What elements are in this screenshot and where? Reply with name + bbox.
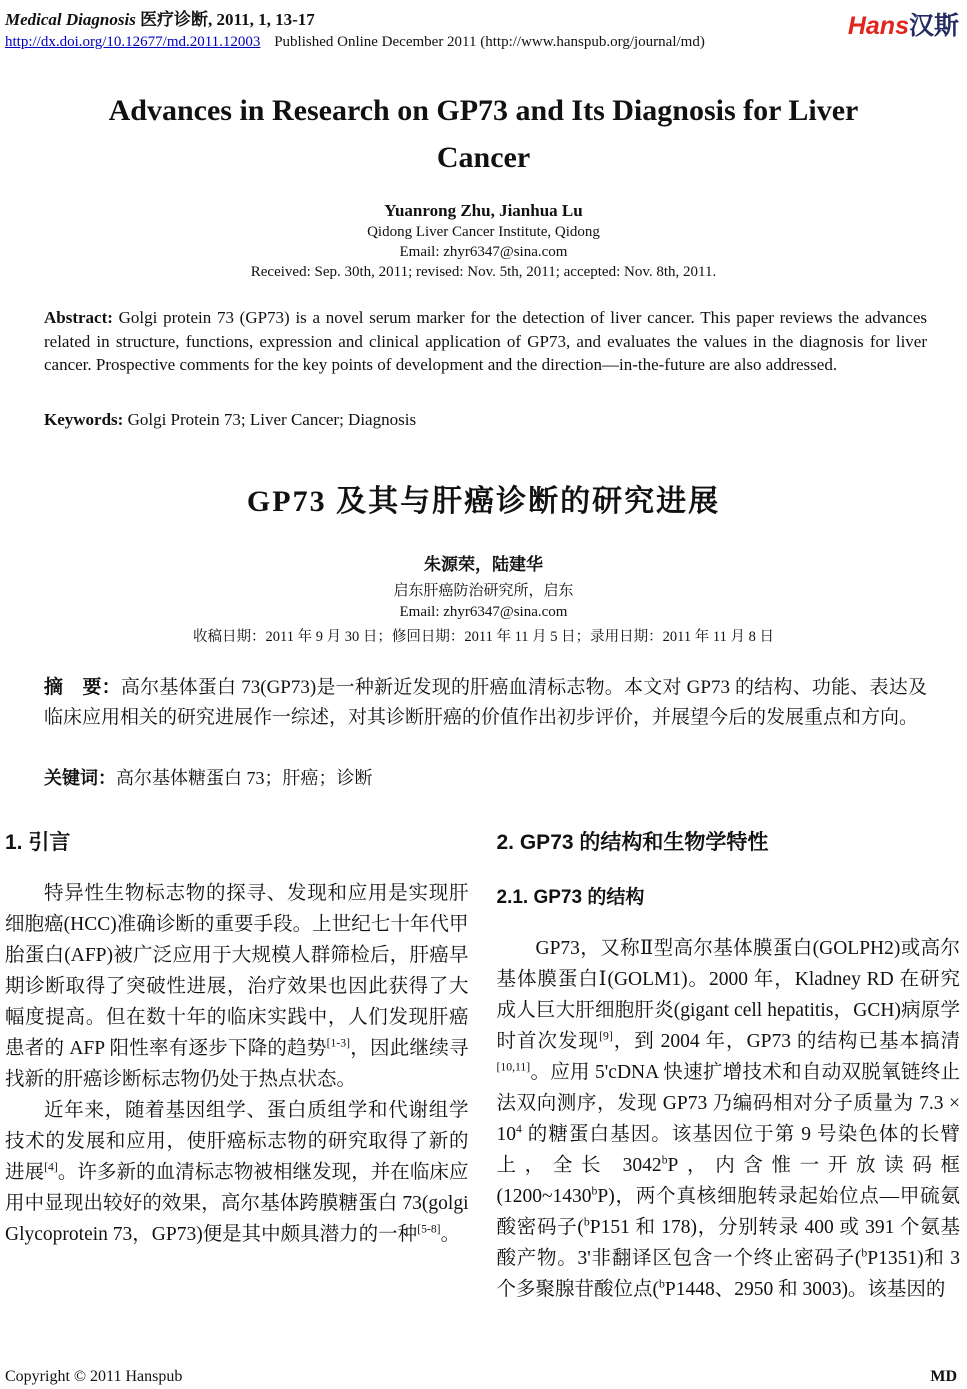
hanspub-logo-cn: 汉斯	[908, 12, 959, 40]
journal-info	[5, 5, 705, 51]
keywords-en-label: Keywords:	[44, 409, 124, 429]
dates-cn: 收稿日期：2011 年 9 月 30 日；修回日期：2011 年 11 月 5 日；录用日期：2011 年 11 月 8 日	[193, 628, 774, 645]
paper-title-en: Advances in Research on GP73 and Its Diagnosis for Liver Cancer	[108, 94, 859, 174]
copyright-notice: Copyright © 2011 Hanspub	[5, 1368, 183, 1385]
dates-en: Received: Sep. 30th, 2011; revised: Nov. 5th, 2011; accepted: Nov. 8th, 2011.	[250, 264, 717, 280]
page-header	[0, 0, 967, 51]
section-1-heading: 1. 引言	[5, 830, 71, 854]
journal-title-rest: 医疗诊断, 2011, 1, 13-17	[140, 10, 315, 29]
authors-en: Yuanrong Zhu, Jianhua Lu	[384, 201, 583, 220]
abstract-en	[44, 306, 927, 377]
authors-block-en	[0, 201, 967, 281]
keywords-cn-text: 高尔基体糖蛋白 73；肝癌；诊断	[116, 767, 373, 788]
email-cn: Email: zhyr6347@sina.com	[399, 603, 568, 620]
published-note: Published Online December 2011 (http://www.hanspub.org/journal/md)	[274, 34, 705, 50]
journal-title-en: Medical Diagnosis	[5, 10, 136, 29]
section-2-1-heading: 2.1. GP73 的结构	[496, 886, 645, 908]
section-1-paragraph-1: 特异性生物标志物的探寻、发现和应用是实现肝细胞癌(HCC)准确诊断的重要手段。上世纪七十年代甲胎蛋白(AFP)被广泛应用于大规模人群筛检后，肝癌早期诊断取得了突破性进展，治疗效果也因此获得了大幅度提高。但在数十年的临床实践中，人们发现肝癌患者的 AFP 阳性率有逐步下降的趋势[1-3]，因此继续寻找新的肝癌诊断标志物仍处于热点状态。	[5, 882, 469, 1090]
keywords-en	[44, 410, 927, 430]
doi-link[interactable]: http://dx.doi.org/10.12677/md.2011.12003	[5, 34, 261, 50]
section-1-paragraph-2: 近年来，随着基因组学、蛋白质组学和代谢组学技术的发展和应用，使肝癌标志物的研究取得了新的进展[4]。许多新的血清标志物被相继发现，并在临床应用中显现出较好的效果，高尔基体跨膜糖蛋白 73(golgi Glycoprotein 73，GP73)便是其中颇具潜力的一种[5-8]。	[5, 1099, 469, 1245]
hanspub-logo-hans: Hans	[847, 12, 909, 40]
affiliation-en: Qidong Liver Cancer Institute, Qidong	[367, 224, 600, 240]
abstract-en-label: Abstract:	[44, 308, 113, 327]
paper-title-cn: GP73 及其与肝癌诊断的研究进展	[246, 484, 721, 518]
right-column	[497, 826, 961, 1305]
abstract-cn-text: 高尔基体蛋白 73(GP73)是一种新近发现的肝癌血清标志物。本文对 GP73 的结构、功能、表达及临床应用相关的研究进展作一综述，对其诊断肝癌的价值作出初步评价，并展望今后的发展重点和方向。	[44, 676, 927, 728]
authors-block-cn	[0, 550, 967, 646]
abstract-en-text: Golgi protein 73 (GP73) is a novel serum marker for the detection of liver cancer. This paper reviews the advances related in structure, functions, expression and clinical application of GP73, and evaluates the values in the diagnosis for liver cancer. Prospective comments for the key points of development and the direction—in-the-future are also addressed.	[44, 308, 927, 374]
email-en: Email: zhyr6347@sina.com	[399, 244, 568, 260]
hanspub-logo	[848, 6, 959, 42]
affiliation-cn: 启东肝癌防治研究所，启东	[393, 582, 574, 599]
keywords-en-text: Golgi Protein 73; Liver Cancer; Diagnosis	[127, 409, 417, 429]
section-2-paragraph-1: GP73，又称Ⅱ型高尔基体膜蛋白(GOLPH2)或高尔基体膜蛋白Ⅰ(GOLM1)。2000 年，Kladney RD 在研究成人巨大肝细胞肝炎(gigant cell hepatitis，GCH)病原学时首次发现[9]，到 2004 年，GP73 的结构已基本搞清[10,11]。应用 5'cDNA 快速扩增技术和自动双脱氧链终止法双向测序，发现 GP73 乃编码相对分子质量为 $7.3 \times 10^4$ 的糖蛋白基因。该基因位于第 9 号染色体的长臂上，全长 3042$^b$P，内含惟一开放读码框(1200~1430$^b$P)，两个真核细胞转录起始位点—甲硫氨酸密码子($^b$P151 和 178)，分别转录 400 或 391 个氨基酸产物。3'非翻译区包含一个终止密码子($^b$P1351)和 3 个多聚腺苷酸位点($^b$P1448、2950 和 3003)。该基因的	[496, 937, 960, 1300]
abstract-cn	[44, 673, 927, 733]
doi-line	[5, 34, 705, 51]
journal-code: MD	[930, 1368, 957, 1385]
section-2-heading: 2. GP73 的结构和生物学特性	[496, 830, 769, 854]
left-column	[5, 826, 469, 1305]
journal-title-line	[5, 5, 705, 30]
authors-cn: 朱源荣，陆建华	[424, 554, 543, 574]
keywords-cn-label: 关键词：	[44, 767, 116, 788]
page-footer	[5, 1368, 957, 1386]
abstract-cn-label: 摘 要：	[44, 676, 121, 698]
keywords-cn	[44, 764, 927, 790]
body-columns	[0, 826, 967, 1305]
